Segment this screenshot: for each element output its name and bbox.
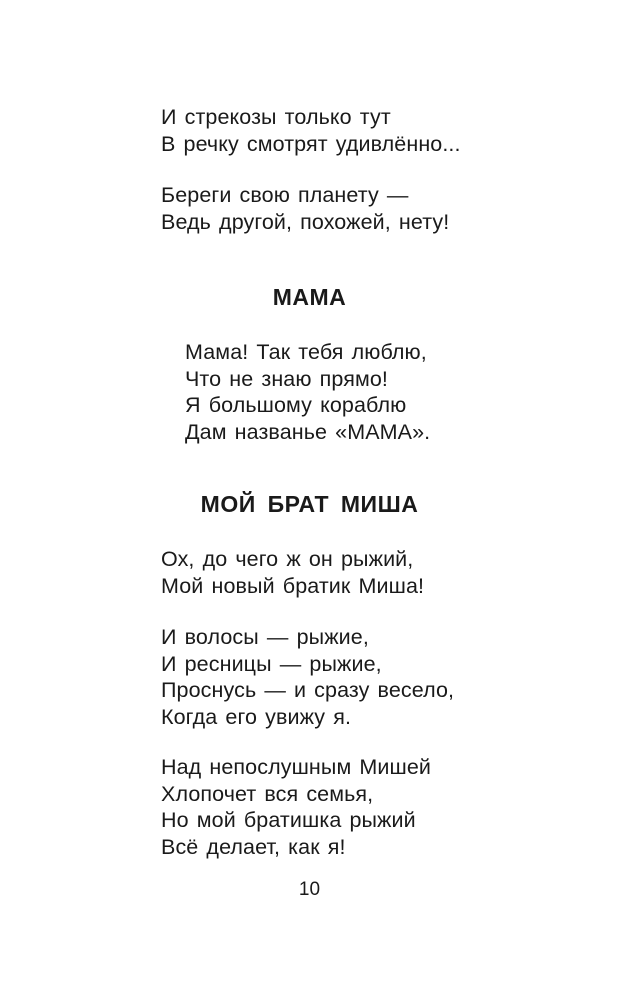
poem-line: Над непослушным Мишей: [161, 755, 432, 779]
poem1-stanza-1: [161, 104, 461, 157]
poem-title-mama: МАМА: [272, 284, 347, 310]
poem-title-brother-misha: МОЙ БРАТ МИША: [200, 491, 419, 517]
poem-line: И стрекозы только тут: [161, 105, 391, 129]
poem3-stanza-2: [161, 624, 454, 731]
poem1-stanza-2: [161, 182, 449, 235]
poem-line: И ресницы — рыжие,: [161, 651, 382, 676]
poem2-stanza-1: [185, 339, 430, 446]
poem-line: Ох, до чего ж он рыжий,: [161, 547, 414, 571]
poem-line: Дам названье «МАМА».: [185, 420, 431, 445]
poem-line: Хлопочет вся семья,: [161, 781, 374, 806]
poem-line: Что не знаю прямо!: [185, 366, 388, 391]
poem-line: В речку смотрят удивлённо...: [161, 131, 461, 156]
poem-line: Мой новый братик Миша!: [161, 573, 425, 598]
poem-line: Береги свою планету —: [161, 183, 409, 207]
poem-line: Ведь другой, похожей, нету!: [161, 209, 450, 234]
poem-line: И волосы — рыжие,: [161, 625, 369, 649]
poem-line: Когда его увижу я.: [161, 705, 352, 730]
page-number: 10: [298, 879, 321, 900]
poem3-stanza-1: [161, 546, 424, 599]
poem-line: Но мой братишка рыжий: [161, 808, 416, 833]
poem-line: Мама! Так тебя люблю,: [185, 340, 427, 364]
poem-line: Всё делает, как я!: [161, 835, 346, 860]
poem-line: Проснусь — и сразу весело,: [161, 678, 455, 703]
poem3-stanza-3: [161, 754, 431, 861]
poem-line: Я большому кораблю: [185, 393, 407, 418]
